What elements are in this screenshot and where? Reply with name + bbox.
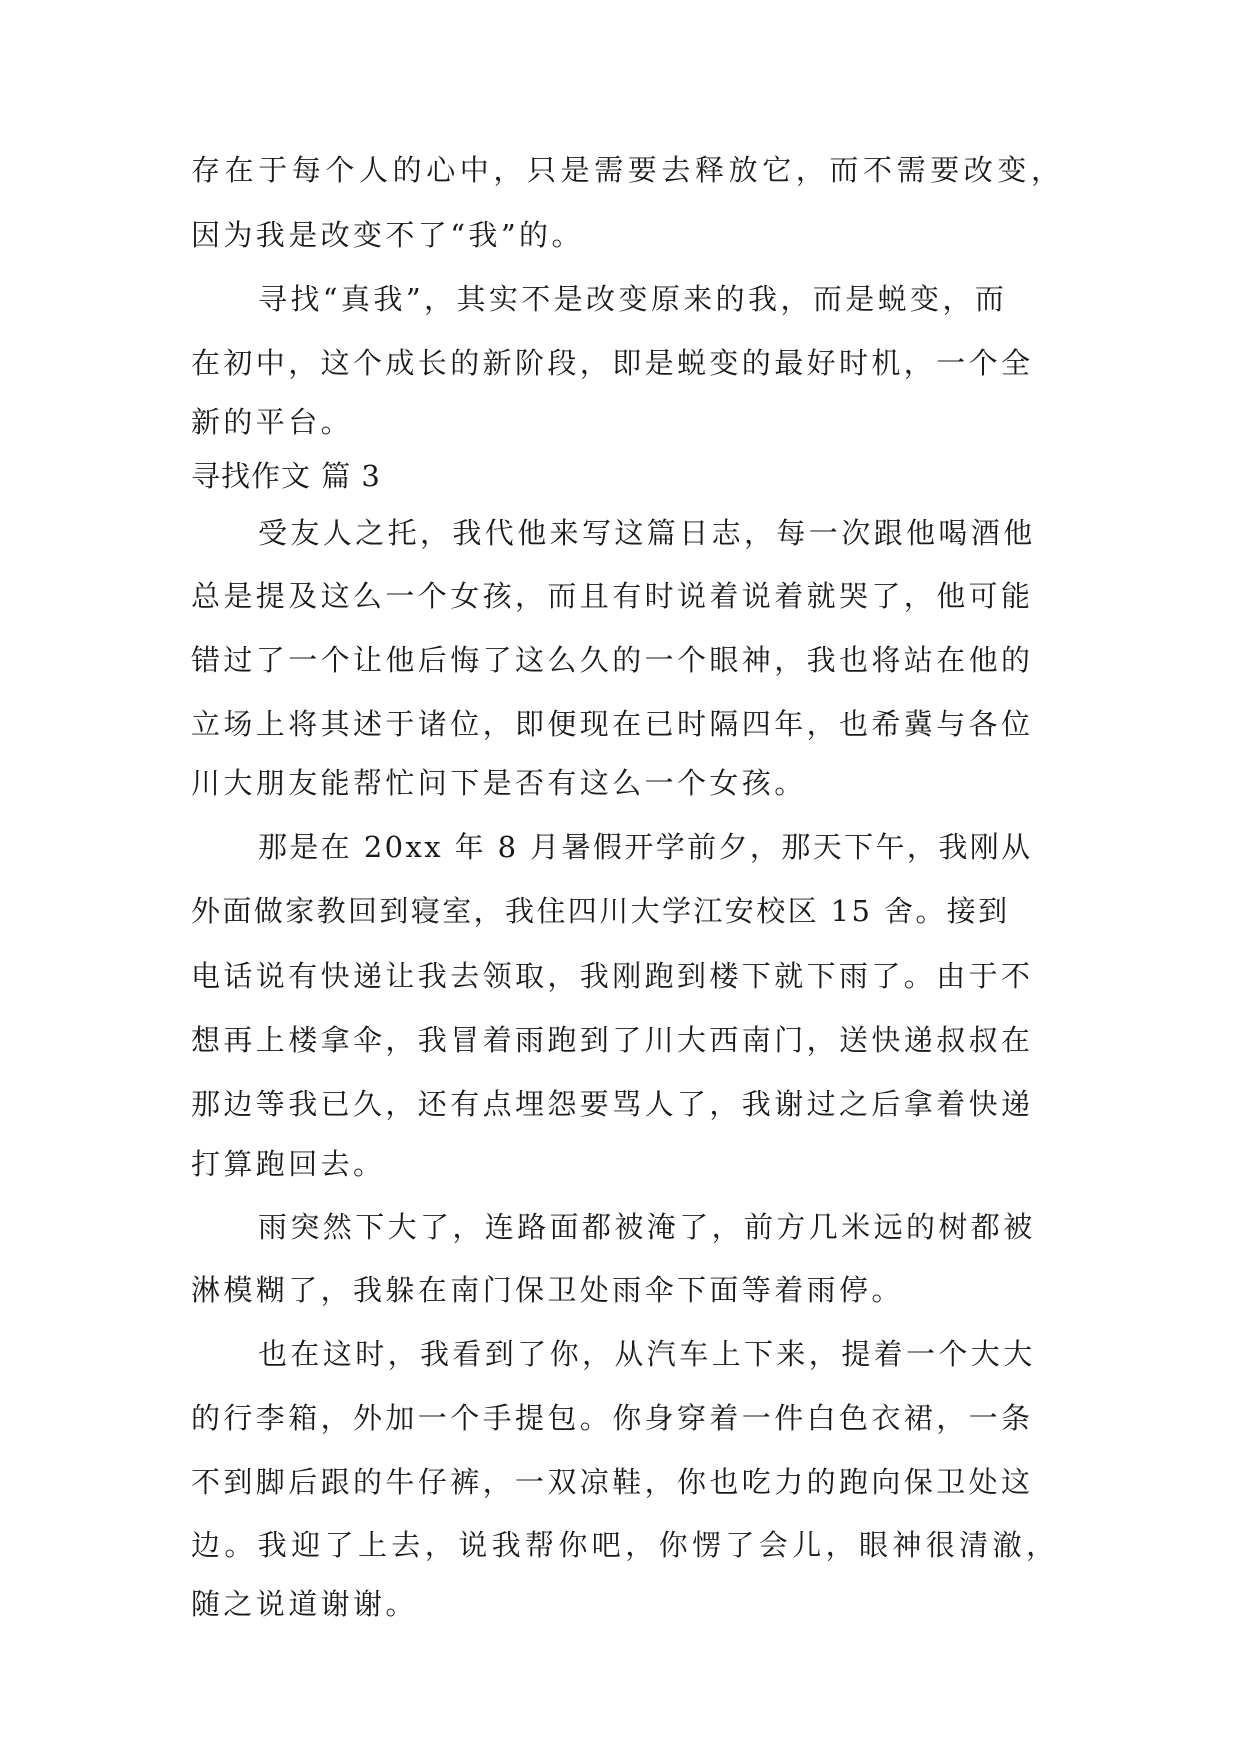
- line-text: 雨突然下大了，连路面都被淹了，前方几米远的树都被: [258, 1210, 1036, 1244]
- text-line: [0, 150, 1241, 190]
- line-text: 那边等我已久，还有点埋怨要骂人了，我谢过之后拿着快递: [191, 1087, 1034, 1121]
- line-text: 那是在 20xx 年 8 月暑假开学前夕，那天下午，我刚从: [258, 830, 1033, 864]
- text-line: [0, 1584, 1241, 1624]
- text-line: [0, 279, 1241, 319]
- text-line: [0, 1334, 1241, 1374]
- line-text: 电话说有快递让我去领取，我刚跑到楼下就下雨了。由于不: [191, 959, 1034, 993]
- line-text: 也在这时，我看到了你，从汽车上下来，提着一个大大: [258, 1337, 1036, 1371]
- section-heading: [0, 456, 1241, 496]
- line-text: 不到脚后跟的牛仔裤，一双凉鞋，你也吃力的跑向保卫处这: [191, 1465, 1034, 1499]
- line-text: 外面做家教回到寝室，我住四川大学江安校区 15 舍。接到: [191, 894, 1010, 928]
- text-line: [0, 1398, 1241, 1438]
- line-text: 在初中，这个成长的新阶段，即是蜕变的最好时机，一个全: [191, 346, 1034, 380]
- text-line: [0, 1084, 1241, 1124]
- text-line: [0, 215, 1241, 255]
- line-text: 随之说道谢谢。: [191, 1587, 418, 1621]
- text-line: [0, 402, 1241, 442]
- line-text: 受友人之托，我代他来写这篇日志，每一次跟他喝酒他: [258, 516, 1036, 550]
- text-line: [0, 704, 1241, 744]
- line-text: 寻找“真我”，其实不是改变原来的我，而是蜕变，而: [258, 282, 1008, 316]
- heading-text: 寻找作文 篇 3: [191, 459, 381, 493]
- text-line: [0, 640, 1241, 680]
- text-line: [0, 1144, 1241, 1184]
- line-text: 打算跑回去。: [191, 1147, 386, 1181]
- line-text: 总是提及这么一个女孩，而且有时说着说着就哭了，他可能: [191, 579, 1034, 613]
- text-line: [0, 891, 1241, 931]
- text-line: [0, 513, 1241, 553]
- text-line: [0, 343, 1241, 383]
- text-line: [0, 1462, 1241, 1502]
- text-line: [0, 956, 1241, 996]
- line-text: 存在于每个人的心中，只是需要去释放它，而不需要改变，: [191, 153, 1065, 187]
- text-line: [0, 763, 1241, 803]
- line-text: 新的平台。: [191, 405, 354, 439]
- text-line: [0, 1207, 1241, 1247]
- line-text: 错过了一个让他后悔了这么久的一个眼神，我也将站在他的: [191, 643, 1034, 677]
- text-line: [0, 1020, 1241, 1060]
- line-text: 川大朋友能帮忙问下是否有这么一个女孩。: [191, 766, 807, 800]
- line-text: 想再上楼拿伞，我冒着雨跑到了川大西南门，送快递叔叔在: [191, 1023, 1034, 1057]
- line-text: 立场上将其述于诸位，即便现在已时隔四年，也希冀与各位: [191, 707, 1034, 741]
- line-text: 边。我迎了上去，说我帮你吧，你愣了会儿，眼神很清澈，: [191, 1528, 1060, 1562]
- line-text: 淋模糊了，我躲在南门保卫处雨伞下面等着雨停。: [191, 1273, 904, 1307]
- line-text: 因为我是改变不了“我”的。: [191, 218, 584, 252]
- text-line: [0, 1525, 1241, 1565]
- line-text: 的行李箱，外加一个手提包。你身穿着一件白色衣裙，一条: [191, 1401, 1034, 1435]
- text-line: [0, 1270, 1241, 1310]
- text-line: [0, 827, 1241, 867]
- text-line: [0, 576, 1241, 616]
